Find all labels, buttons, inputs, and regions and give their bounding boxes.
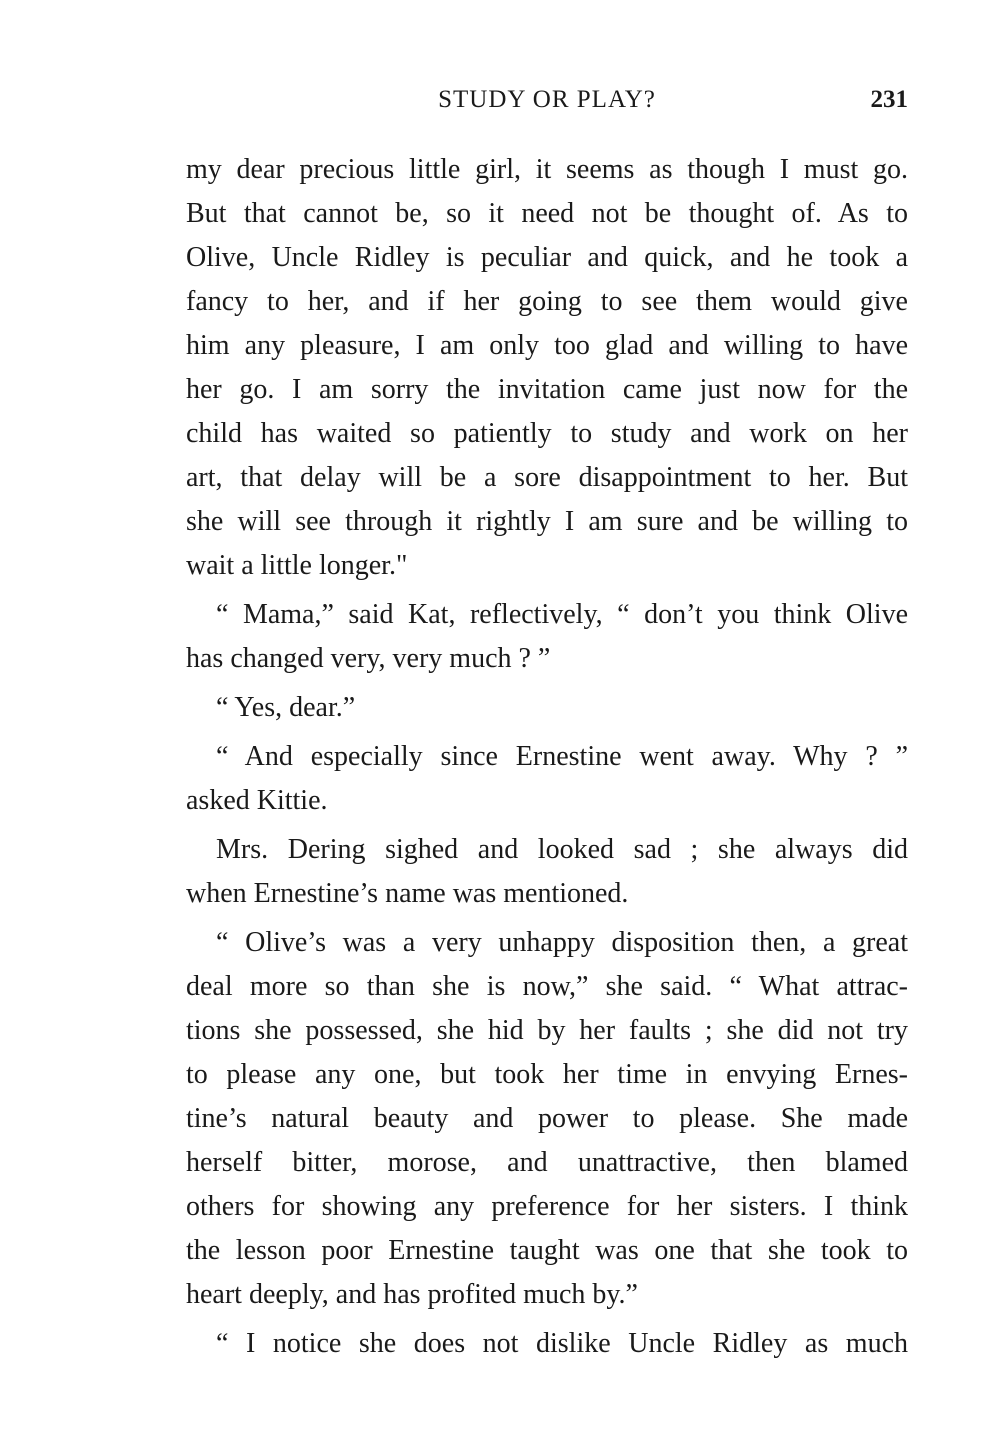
paragraph [186, 148, 908, 588]
text-line: “ I notice she does not dislike Uncle Ridley as much [216, 1328, 908, 1359]
text-line: But that cannot be, so it need not be thought of. As to [186, 198, 908, 229]
page-number: 231 [870, 86, 908, 113]
text-line: “ Yes, dear.” [216, 692, 356, 723]
text-line: to please any one, but took her time in envying Ernes- [186, 1059, 908, 1090]
text-line: my dear precious little girl, it seems as though I must go. [186, 154, 908, 185]
text-line: when Ernestine’s name was mentioned. [186, 878, 629, 909]
text-line: tine’s natural beauty and power to please. She made [186, 1103, 908, 1134]
paragraph [186, 828, 908, 916]
text-line: her go. I am sorry the invitation came just now for the [186, 374, 908, 405]
paragraph [186, 593, 908, 681]
text-line: herself bitter, morose, and unattractive, then blamed [186, 1147, 908, 1178]
text-line: has changed very, very much ? ” [186, 643, 551, 674]
text-line: the lesson poor Ernestine taught was one that she took to [186, 1235, 908, 1266]
paragraph [186, 686, 908, 730]
text-line: deal more so than she is now,” she said. “ What attrac- [186, 971, 908, 1002]
text-line: “ And especially since Ernestine went away. Why ? ” [216, 741, 908, 772]
paragraph [186, 1322, 908, 1366]
text-line: “ Mama,” said Kat, reflectively, “ don’t you think Olive [216, 599, 908, 630]
running-head: STUDY OR PLAY? [438, 86, 656, 113]
text-line: tions she possessed, she hid by her faults ; she did not try [186, 1015, 908, 1046]
text-line: she will see through it rightly I am sure and be willing to [186, 506, 908, 537]
text-line: fancy to her, and if her going to see them would give [186, 286, 908, 317]
text-line: “ Olive’s was a very unhappy disposition then, a great [216, 927, 908, 958]
text-line: him any pleasure, I am only too glad and willing to have [186, 330, 908, 361]
body-text [186, 148, 908, 1366]
text-line: art, that delay will be a sore disappointment to her. But [186, 462, 908, 493]
text-line: Olive, Uncle Ridley is peculiar and quick, and he took a [186, 242, 908, 273]
paragraph [186, 735, 908, 823]
page-header [186, 86, 908, 126]
text-line: others for showing any preference for her sisters. I think [186, 1191, 908, 1222]
paragraph [186, 921, 908, 1317]
text-line: asked Kittie. [186, 785, 328, 816]
text-line: child has waited so patiently to study and work on her [186, 418, 908, 449]
text-line: wait a little longer." [186, 550, 408, 581]
text-line: heart deeply, and has profited much by.” [186, 1279, 638, 1310]
text-line: Mrs. Dering sighed and looked sad ; she always did [216, 834, 908, 865]
